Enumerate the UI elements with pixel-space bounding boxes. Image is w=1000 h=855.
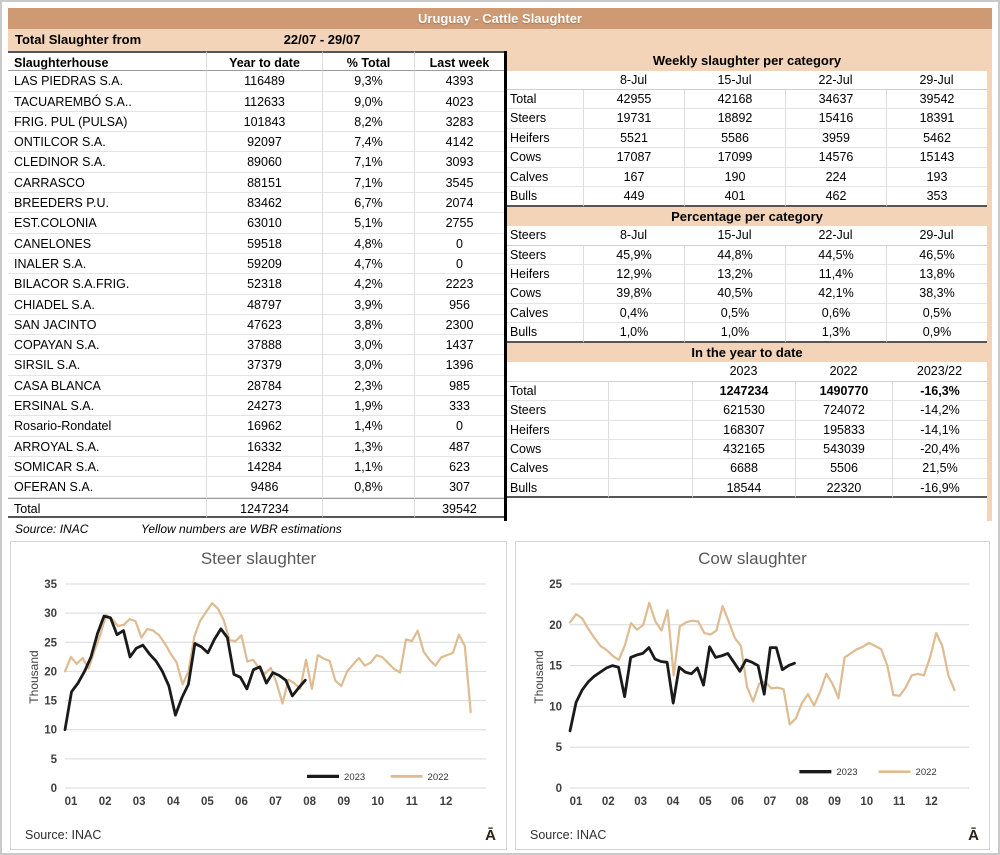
brand-logo: Ā xyxy=(968,827,979,844)
slaughterhouse-name: LAS PIEDRAS S.A. xyxy=(8,71,206,91)
svg-text:04: 04 xyxy=(666,796,680,808)
value-cell: 7,1% xyxy=(322,152,414,172)
svg-text:12: 12 xyxy=(924,796,938,808)
value-cell: 18892 xyxy=(684,109,785,128)
slaughterhouse-name: ERSINAL S.A. xyxy=(8,396,206,416)
value-cell: 401 xyxy=(684,187,785,206)
period-value: 22/07 - 29/07 xyxy=(283,32,361,47)
svg-text:20: 20 xyxy=(549,619,562,632)
percentage-section-title: Percentage per category xyxy=(507,207,987,227)
svg-text:20: 20 xyxy=(44,666,57,679)
slaughterhouse-name: SIRSIL S.A. xyxy=(8,355,206,375)
weekly-section-title: Weekly slaughter per category xyxy=(507,51,987,71)
value-cell: 44,5% xyxy=(785,246,886,265)
category-label: Bulls xyxy=(507,187,583,206)
total-cell: 1247234 xyxy=(206,498,322,518)
value-cell: 195833 xyxy=(795,421,892,440)
svg-text:02: 02 xyxy=(98,796,112,808)
cow-slaughter-chart xyxy=(515,541,990,850)
chart-source-note: Source: INAC xyxy=(530,828,607,842)
slaughterhouse-name: ARROYAL S.A. xyxy=(8,437,206,457)
value-cell: 7,4% xyxy=(322,132,414,152)
value-cell: 0,9% xyxy=(886,323,987,342)
slaughterhouse-name: OFERAN S.A. xyxy=(8,477,206,497)
value-cell: 17099 xyxy=(684,148,785,167)
value-cell: 9,3% xyxy=(322,71,414,91)
value-cell xyxy=(608,401,692,420)
value-cell: 22320 xyxy=(795,479,892,498)
value-cell: 47623 xyxy=(206,315,322,335)
value-cell: 42168 xyxy=(684,90,785,109)
category-label: Calves xyxy=(507,168,583,187)
value-cell: 112633 xyxy=(206,92,322,112)
value-cell: 167 xyxy=(583,168,684,187)
period-subheader xyxy=(8,29,992,51)
value-cell: 40,5% xyxy=(684,284,785,303)
svg-text:12: 12 xyxy=(439,796,453,808)
slaughterhouse-name: SOMICAR S.A. xyxy=(8,457,206,477)
column-header: 29-Jul xyxy=(886,71,987,90)
value-cell: 224 xyxy=(785,168,886,187)
value-cell: 3283 xyxy=(414,112,504,132)
slaughterhouse-name: BILACOR S.A.FRIG. xyxy=(8,274,206,294)
category-label: Total xyxy=(507,382,608,401)
value-cell: -16,3% xyxy=(892,382,987,401)
value-cell: 5521 xyxy=(583,129,684,148)
value-cell: 13,2% xyxy=(684,265,785,284)
value-cell: 1490770 xyxy=(795,382,892,401)
category-panel xyxy=(507,51,992,521)
value-cell: 89060 xyxy=(206,152,322,172)
value-cell: 16332 xyxy=(206,437,322,457)
value-cell: 37379 xyxy=(206,355,322,375)
value-cell: 24273 xyxy=(206,396,322,416)
chart-title: Cow slaughter xyxy=(698,549,807,568)
slaughterhouse-name: CASA BLANCA xyxy=(8,376,206,396)
value-cell: 17087 xyxy=(583,148,684,167)
value-cell: 12,9% xyxy=(583,265,684,284)
value-cell: 1,3% xyxy=(785,323,886,342)
value-cell: 21,5% xyxy=(892,459,987,478)
tables-region xyxy=(8,51,992,521)
column-header: 22-Jul xyxy=(785,226,886,245)
column-header: 15-Jul xyxy=(684,71,785,90)
value-cell: 5,1% xyxy=(322,213,414,233)
svg-text:09: 09 xyxy=(828,796,841,808)
value-cell: 190 xyxy=(684,168,785,187)
value-cell: 1,3% xyxy=(322,437,414,457)
value-cell: 956 xyxy=(414,295,504,315)
svg-text:07: 07 xyxy=(269,796,282,808)
value-cell: 59209 xyxy=(206,254,322,274)
column-header xyxy=(608,362,692,381)
value-cell: 2755 xyxy=(414,213,504,233)
svg-text:30: 30 xyxy=(44,608,57,621)
value-cell: 59518 xyxy=(206,234,322,254)
value-cell: 3545 xyxy=(414,173,504,193)
svg-text:02: 02 xyxy=(601,796,615,808)
value-cell xyxy=(608,479,692,498)
value-cell: 9486 xyxy=(206,477,322,497)
svg-text:08: 08 xyxy=(303,796,317,808)
slaughterhouse-name: CARRASCO xyxy=(8,173,206,193)
value-cell: 101843 xyxy=(206,112,322,132)
value-cell: 1,4% xyxy=(322,416,414,436)
value-cell: 0,6% xyxy=(785,304,886,323)
slaughterhouse-name: FRIG. PUL (PULSA) xyxy=(8,112,206,132)
value-cell: 168307 xyxy=(692,421,795,440)
value-cell xyxy=(608,440,692,459)
column-header: 15-Jul xyxy=(684,226,785,245)
value-cell: 37888 xyxy=(206,335,322,355)
value-cell: 1247234 xyxy=(692,382,795,401)
slaughterhouse-name: BREEDERS P.U. xyxy=(8,193,206,213)
chart-source-note: Source: INAC xyxy=(25,828,102,842)
chart-plot-area xyxy=(25,578,500,818)
svg-text:10: 10 xyxy=(860,796,874,808)
value-cell: 48797 xyxy=(206,295,322,315)
svg-text:2023: 2023 xyxy=(836,767,858,779)
value-cell: 28784 xyxy=(206,376,322,396)
value-cell: 307 xyxy=(414,477,504,497)
category-label: Total xyxy=(507,90,583,109)
value-cell: 724072 xyxy=(795,401,892,420)
table-footnotes xyxy=(8,521,992,538)
source-note: Source: INAC xyxy=(15,522,89,536)
svg-text:11: 11 xyxy=(892,796,906,808)
slaughterhouse-name: TACUAREMBÓ S.A.. xyxy=(8,92,206,112)
category-label: Steers xyxy=(507,246,583,265)
category-label: Cows xyxy=(507,284,583,303)
slaughterhouse-name: EST.COLONIA xyxy=(8,213,206,233)
value-cell: 193 xyxy=(886,168,987,187)
value-cell: 16962 xyxy=(206,416,322,436)
weekly-slaughter-table xyxy=(507,71,987,207)
svg-text:01: 01 xyxy=(569,796,583,808)
steer-slaughter-chart xyxy=(10,541,507,850)
y-axis-label: Thousand xyxy=(532,650,546,704)
percentage-table xyxy=(507,226,987,343)
svg-text:10: 10 xyxy=(44,724,57,737)
svg-text:25: 25 xyxy=(549,579,562,591)
svg-text:2023: 2023 xyxy=(344,771,366,783)
value-cell: 39542 xyxy=(886,90,987,109)
svg-text:10: 10 xyxy=(549,701,562,714)
value-cell: 2,3% xyxy=(322,376,414,396)
value-cell: 2074 xyxy=(414,193,504,213)
total-cell: Total xyxy=(8,498,206,518)
value-cell: 11,4% xyxy=(785,265,886,284)
charts-region xyxy=(8,541,992,850)
category-label: Calves xyxy=(507,304,583,323)
value-cell: 449 xyxy=(583,187,684,206)
svg-text:10: 10 xyxy=(371,796,385,808)
value-cell: 985 xyxy=(414,376,504,396)
value-cell: 46,5% xyxy=(886,246,987,265)
category-label: Calves xyxy=(507,459,608,478)
y-axis-label: Thousand xyxy=(27,650,41,704)
category-label: Heifers xyxy=(507,421,608,440)
value-cell: 3,0% xyxy=(322,355,414,375)
value-cell: 45,9% xyxy=(583,246,684,265)
value-cell: 1,0% xyxy=(583,323,684,342)
value-cell: 44,8% xyxy=(684,246,785,265)
value-cell: 34637 xyxy=(785,90,886,109)
value-cell: 3,8% xyxy=(322,315,414,335)
category-label: Steers xyxy=(507,109,583,128)
value-cell: 13,8% xyxy=(886,265,987,284)
svg-text:2022: 2022 xyxy=(427,771,449,783)
slaughterhouse-name: CANELONES xyxy=(8,234,206,254)
report-title: Uruguay - Cattle Slaughter xyxy=(8,8,992,29)
svg-text:35: 35 xyxy=(44,579,57,591)
value-cell: 63010 xyxy=(206,213,322,233)
value-cell: 18544 xyxy=(692,479,795,498)
value-cell: 1,1% xyxy=(322,457,414,477)
value-cell: 1396 xyxy=(414,355,504,375)
value-cell: 3,9% xyxy=(322,295,414,315)
value-cell: -16,9% xyxy=(892,479,987,498)
svg-text:05: 05 xyxy=(698,796,712,808)
value-cell: 4023 xyxy=(414,92,504,112)
value-cell: 1,9% xyxy=(322,396,414,416)
column-header xyxy=(507,71,583,90)
value-cell: 6,7% xyxy=(322,193,414,213)
value-cell: 8,2% xyxy=(322,112,414,132)
column-header: 2023/22 xyxy=(892,362,987,381)
value-cell: 432165 xyxy=(692,440,795,459)
value-cell: 38,3% xyxy=(886,284,987,303)
svg-text:01: 01 xyxy=(64,796,78,808)
value-cell: 116489 xyxy=(206,71,322,91)
value-cell: 623 xyxy=(414,457,504,477)
svg-text:15: 15 xyxy=(44,695,57,708)
value-cell: 2300 xyxy=(414,315,504,335)
category-label: Heifers xyxy=(507,129,583,148)
value-cell: 14284 xyxy=(206,457,322,477)
value-cell: 0 xyxy=(414,416,504,436)
slaughterhouse-name: ONTILCOR S.A. xyxy=(8,132,206,152)
svg-text:03: 03 xyxy=(634,796,648,808)
value-cell: -14,1% xyxy=(892,421,987,440)
column-header xyxy=(507,362,608,381)
value-cell: 0,4% xyxy=(583,304,684,323)
column-header: % Total xyxy=(322,51,414,71)
value-cell: 39,8% xyxy=(583,284,684,303)
value-cell: 3093 xyxy=(414,152,504,172)
category-label: Bulls xyxy=(507,479,608,498)
value-cell: 15143 xyxy=(886,148,987,167)
value-cell: 2223 xyxy=(414,274,504,294)
value-cell: 4,2% xyxy=(322,274,414,294)
value-cell: 3959 xyxy=(785,129,886,148)
svg-text:5: 5 xyxy=(555,742,562,755)
ytd-section-title: In the year to date xyxy=(507,343,987,363)
category-label: Steers xyxy=(507,401,608,420)
estimation-note: Yellow numbers are WBR estimations xyxy=(141,522,342,536)
svg-text:0: 0 xyxy=(555,783,562,795)
total-cell xyxy=(322,498,414,518)
value-cell: 15416 xyxy=(785,109,886,128)
chart-plot-area xyxy=(530,578,983,818)
value-cell: 353 xyxy=(886,187,987,206)
value-cell: 5506 xyxy=(795,459,892,478)
value-cell xyxy=(608,382,692,401)
value-cell: 42,1% xyxy=(785,284,886,303)
slaughterhouse-name: CLEDINOR S.A. xyxy=(8,152,206,172)
column-header: Steers xyxy=(507,226,583,245)
category-label: Cows xyxy=(507,148,583,167)
slaughterhouse-table xyxy=(8,51,507,521)
value-cell xyxy=(608,459,692,478)
value-cell: 5462 xyxy=(886,129,987,148)
total-cell: 39542 xyxy=(414,498,504,518)
column-header: 8-Jul xyxy=(583,71,684,90)
chart-title: Steer slaughter xyxy=(200,549,317,568)
svg-text:11: 11 xyxy=(405,796,418,808)
value-cell: 7,1% xyxy=(322,173,414,193)
column-header: Last week xyxy=(414,51,504,71)
column-header: Slaughterhouse xyxy=(8,51,206,71)
category-label: Bulls xyxy=(507,323,583,342)
column-header: Year to date xyxy=(206,51,322,71)
slaughterhouse-name: SAN JACINTO xyxy=(8,315,206,335)
value-cell: 0,5% xyxy=(684,304,785,323)
value-cell: -20,4% xyxy=(892,440,987,459)
value-cell: 88151 xyxy=(206,173,322,193)
value-cell: 4,8% xyxy=(322,234,414,254)
category-label: Heifers xyxy=(507,265,583,284)
value-cell: 6688 xyxy=(692,459,795,478)
category-label: Cows xyxy=(507,440,608,459)
svg-text:25: 25 xyxy=(44,637,57,650)
svg-text:05: 05 xyxy=(200,796,214,808)
column-header: 2022 xyxy=(795,362,892,381)
svg-text:08: 08 xyxy=(795,796,809,808)
value-cell: 5586 xyxy=(684,129,785,148)
column-header: 29-Jul xyxy=(886,226,987,245)
slaughterhouse-name: CHIADEL S.A. xyxy=(8,295,206,315)
value-cell: 0,8% xyxy=(322,477,414,497)
brand-logo: Ā xyxy=(485,827,496,844)
value-cell: 4142 xyxy=(414,132,504,152)
value-cell: 4393 xyxy=(414,71,504,91)
value-cell: 14576 xyxy=(785,148,886,167)
value-cell: 52318 xyxy=(206,274,322,294)
svg-text:04: 04 xyxy=(166,796,180,808)
value-cell: 0 xyxy=(414,234,504,254)
value-cell: -14,2% xyxy=(892,401,987,420)
column-header: 22-Jul xyxy=(785,71,886,90)
value-cell: 19731 xyxy=(583,109,684,128)
svg-text:2022: 2022 xyxy=(915,767,937,779)
value-cell: 462 xyxy=(785,187,886,206)
slaughterhouse-name: Rosario-Rondatel xyxy=(8,416,206,436)
value-cell: 0,5% xyxy=(886,304,987,323)
value-cell: 83462 xyxy=(206,193,322,213)
value-cell: 1,0% xyxy=(684,323,785,342)
svg-text:5: 5 xyxy=(50,753,57,766)
value-cell: 3,0% xyxy=(322,335,414,355)
value-cell: 621530 xyxy=(692,401,795,420)
year-to-date-table xyxy=(507,362,987,498)
value-cell: 4,7% xyxy=(322,254,414,274)
value-cell: 42955 xyxy=(583,90,684,109)
svg-text:03: 03 xyxy=(132,796,146,808)
value-cell: 9,0% xyxy=(322,92,414,112)
value-cell: 543039 xyxy=(795,440,892,459)
svg-text:06: 06 xyxy=(731,796,744,808)
svg-text:15: 15 xyxy=(549,660,562,673)
column-header: 8-Jul xyxy=(583,226,684,245)
value-cell: 92097 xyxy=(206,132,322,152)
slaughterhouse-name: INALER S.A. xyxy=(8,254,206,274)
value-cell: 333 xyxy=(414,396,504,416)
svg-text:06: 06 xyxy=(235,796,248,808)
column-header: 2023 xyxy=(692,362,795,381)
svg-text:0: 0 xyxy=(50,783,57,795)
value-cell: 1437 xyxy=(414,335,504,355)
svg-text:09: 09 xyxy=(337,796,351,808)
period-label: Total Slaughter from xyxy=(15,32,142,47)
svg-text:07: 07 xyxy=(763,796,777,808)
slaughterhouse-name: COPAYAN S.A. xyxy=(8,335,206,355)
value-cell xyxy=(608,421,692,440)
value-cell: 18391 xyxy=(886,109,987,128)
value-cell: 0 xyxy=(414,254,504,274)
value-cell: 487 xyxy=(414,437,504,457)
